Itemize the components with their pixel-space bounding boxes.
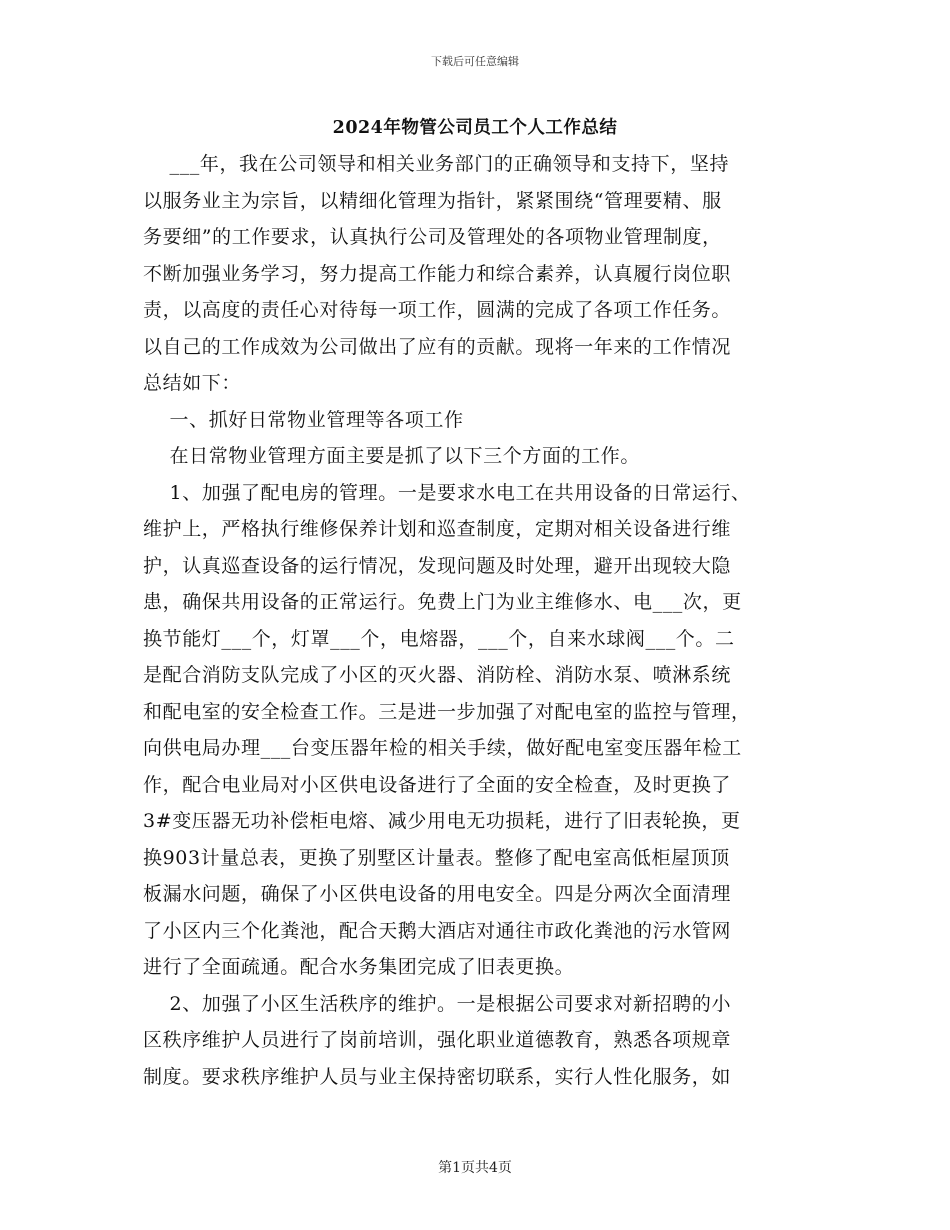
body-line: 和配电室的安全检查工作。三是进一步加强了对配电室的监控与管理， xyxy=(143,700,751,723)
body-line: 作，配合电业局对小区供电设备进行了全面的安全检查，及时更换了 xyxy=(143,773,732,796)
body-line: 板漏水问题，确保了小区供电设备的用电安全。四是分两次全面清理 xyxy=(143,883,732,905)
body-line: 区秩序维护人员进行了岗前培训，强化职业道德教育，熟悉各项规章 xyxy=(143,1029,732,1051)
body-line: 以服务业主为宗旨，以精细化管理为指针，紧紧围绕“管理要精、服 xyxy=(143,189,722,212)
body-line: 1、加强了配电房的管理。一是要求水电工在共用设备的日常运行、 xyxy=(143,481,751,504)
body-line: 维护上，严格执行维修保养计划和巡查制度，定期对相关设备进行维 xyxy=(143,518,732,540)
body-line: 护，认真巡查设备的运行情况，发现问题及时处理，避开出现较大隐 xyxy=(143,554,732,577)
body-line: ___年，我在公司领导和相关业务部门的正确领导和支持下，坚持 xyxy=(143,153,730,175)
body-line: 以自己的工作成效为公司做出了应有的贡献。现将一年来的工作情况 xyxy=(143,335,732,358)
document-body xyxy=(143,146,808,1095)
body-line: 患，确保共用设备的正常运行。免费上门为业主维修水、电___次，更 xyxy=(143,591,742,613)
body-line: 务要细”的工作要求，认真执行公司及管理处的各项物业管理制度， xyxy=(143,226,722,248)
page-footer: 第1页共4页 xyxy=(438,1160,512,1176)
body-line: 总结如下： xyxy=(143,372,242,394)
body-line: 换903计量总表，更换了别墅区计量表。整修了配电室高低柜屋顶顶 xyxy=(143,846,730,869)
body-line: 换节能灯___个，灯罩___个，电熔器，___个，自来水球阀___个。二 xyxy=(143,627,735,650)
body-line: 制度。要求秩序维护人员与业主保持密切联系，实行人性化服务，如 xyxy=(143,1065,732,1088)
document-title: 2024年物管公司员工个人工作总结 xyxy=(332,118,618,138)
body-line: 是配合消防支队完成了小区的灭火器、消防栓、消防水泵、喷淋系统 xyxy=(143,664,732,686)
body-line: 不断加强业务学习，努力提高工作能力和综合素养，认真履行岗位职 xyxy=(143,262,732,285)
body-line: 向供电局办理___台变压器年检的相关手续，做好配电室变压器年检工 xyxy=(143,737,742,759)
body-line: 进行了全面疏通。配合水务集团完成了旧表更换。 xyxy=(143,956,575,978)
body-line: 2、加强了小区生活秩序的维护。一是根据公司要求对新招聘的小 xyxy=(143,992,732,1015)
body-line: 3#变压器无功补偿柜电熔、减少用电无功损耗，进行了旧表轮换，更 xyxy=(143,810,741,832)
page-header: 下载后可任意编辑 xyxy=(431,55,519,68)
body-line: 了小区内三个化粪池，配合天鹅大酒店对通往市政化粪池的污水管网 xyxy=(143,919,732,942)
body-line: 在日常物业管理方面主要是抓了以下三个方面的工作。 xyxy=(143,445,640,467)
section-heading: 一、抓好日常物业管理等各项工作 xyxy=(143,408,464,431)
body-line: 责，以高度的责任心对待每一项工作，圆满的完成了各项工作任务。 xyxy=(143,299,732,321)
